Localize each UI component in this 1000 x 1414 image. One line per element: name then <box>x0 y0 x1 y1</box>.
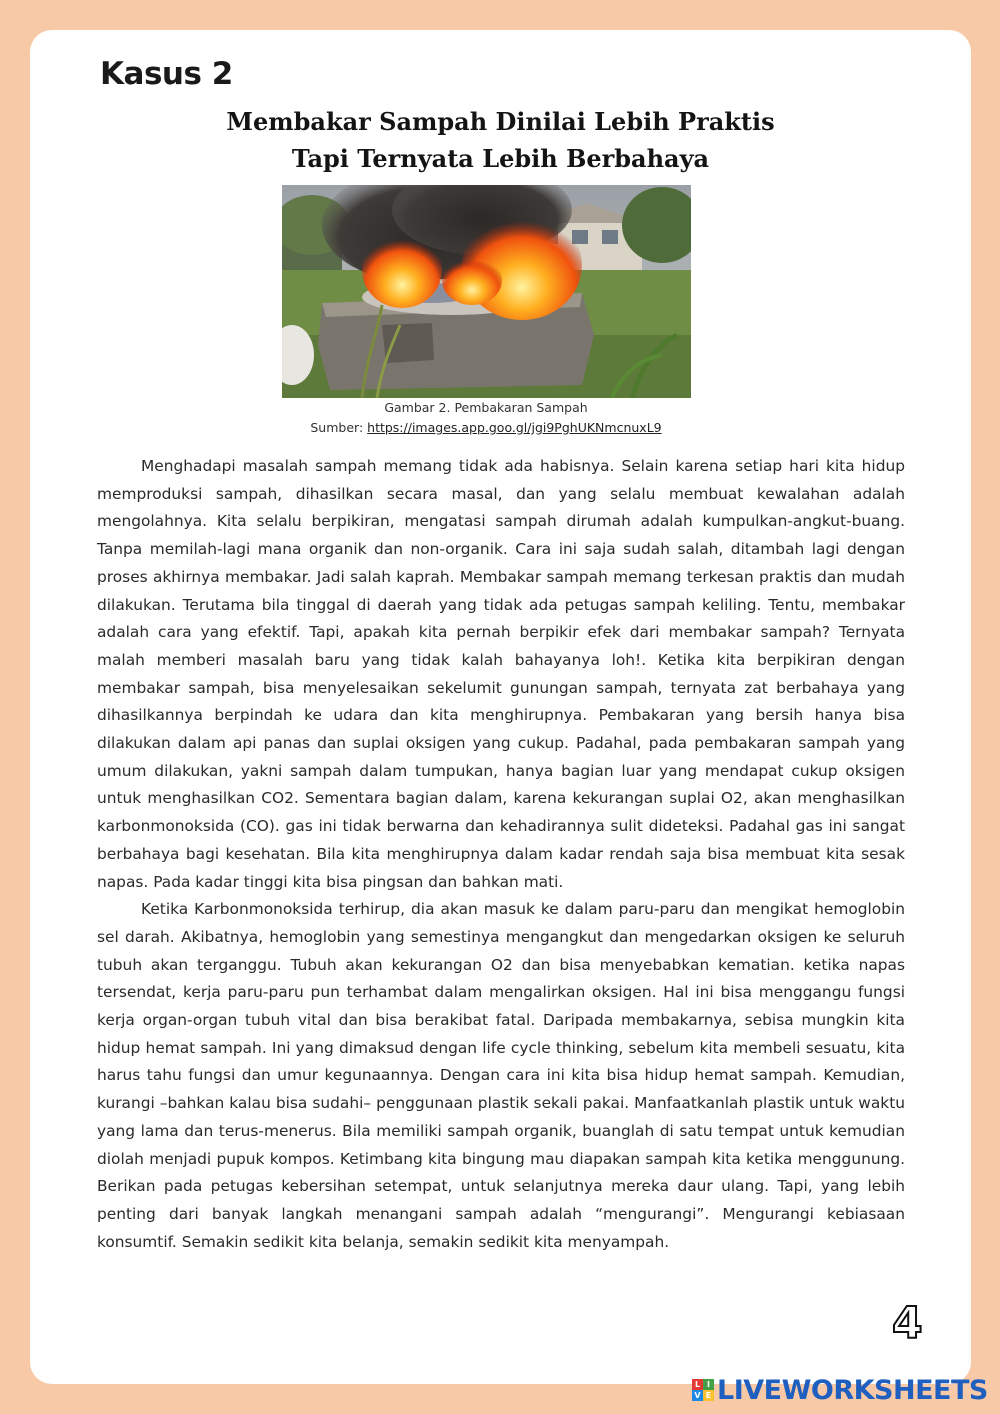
paragraph-1: Menghadapi masalah sampah memang tidak ada habisnya. Selain karena setiap hari kita hidup memproduksi sampah, dihasilkan secara masal, dan yang selalu membuat kewalahan adalah mengolahnya. Kita selalu berpikiran, mengatasi sampah dirumah adalah kumpulkan-angkut-buang. Tanpa memilah-lagi mana organik dan non-organik. Cara ini saja sudah salah, ditambah lagi dengan proses akhirnya membakar. Jadi salah kaprah. Membakar sampah memang terkesan praktis dan mudah dilakukan. Terutama bila tinggal di daerah yang tidak ada petugas sampah keliling. Tentu, membakar adalah cara yang efektif. Tapi, apakah kita pernah berpikir efek dari membakar sampah? Ternyata malah memberi masalah baru yang tidak kalah bahayanya loh!. Ketika kita berpikiran dengan membakar sampah, bisa menyelesaikan sekelumit gunungan sampah, ternyata zat berbahaya yang dihasilkannya berpindah ke udara dan kita menghirupnya. Pembakaran yang bersih hanya bisa dilakukan dalam api panas dan suplai oksigen yang cukup. Padahal, pada pembakaran sampah yang umum dilakukan, yakni sampah dalam tumpukan, hanya bagian luar yang mendapat cukup oksigen untuk menghasilkan CO2. Sementara bagian dalam, karena kekurangan suplai O2, akan menghasilkan karbonmonoksida (CO). gas ini tidak berwarna dan kehadirannya sulit dideteksi. Padahal gas ini sangat berbahaya bagi kesehatan. Bila kita menghirupnya dalam kadar rendah saja bisa membuat kita sesak napas. Pada kadar tinggi kita bisa pingsan dan bahkan mati. <box>97 457 905 891</box>
liveworksheets-logo[interactable] <box>692 1374 988 1406</box>
article-title <box>30 103 971 177</box>
figure-source-label: Sumber: <box>310 420 368 435</box>
page-number: 4 <box>892 1298 923 1349</box>
badge-letter-l: L <box>692 1379 703 1390</box>
paragraph-2: Ketika Karbonmonoksida terhirup, dia akan masuk ke dalam paru-paru dan mengikat hemoglobin sel darah. Akibatnya, hemoglobin yang semestinya mengangkut dan mengedarkan oksigen ke seluruh tubuh akan terganggu. Tubuh akan kekurangan O2 dan bisa menyebabkan kematian. ketika napas tersendat, kerja paru-paru pun terhambat dalam mengalirkan oksigen. Hal ini bisa menggangu fungsi kerja organ-organ tubuh vital dan bisa berakibat fatal. Daripada membakarnya, sebisa mungkin kita hidup hemat sampah. Ini yang dimaksud dengan life cycle thinking, sebelum kita membeli sesuatu, kita harus tahu fungsi dan umur kegunaannya. Dengan cara ini kita bisa hidup hemat sampah. Kemudian, kurangi –bahkan kalau bisa sudahi– penggunaan plastik sekali pakai. Manfaatkanlah plastik untuk waktu yang lama dan terus-menerus. Bila memiliki sampah organik, buanglah di satu tempat untuk kemudian diolah menjadi pupuk kompos. Ketimbang kita bingung mau diapakan sampah kita ketika menggunung. Berikan pada petugas kebersihan setempat, untuk selanjutnya mereka daur ulang. Tapi, yang lebih penting dari banyak langkah menangani sampah adalah “mengurangi”. Mengurangi kebiasaan konsumtif. Semakin sedikit kita belanja, semakin sedikit kita menyampah. <box>97 900 905 1251</box>
figure-source <box>30 418 942 438</box>
live-badge-icon <box>692 1379 714 1401</box>
article-body <box>97 453 905 1256</box>
title-line-1: Membakar Sampah Dinilai Lebih Praktis <box>226 107 775 136</box>
figure-source-link[interactable]: https://images.app.goo.gl/jgi9PghUKNmcnuxL9 <box>367 420 662 435</box>
case-label: Kasus 2 <box>100 56 233 92</box>
liveworksheets-wordmark: LIVEWORKSHEETS <box>717 1374 988 1406</box>
burning-trash-photo <box>282 185 691 398</box>
title-line-2: Tapi Ternyata Lebih Berbahaya <box>291 144 710 173</box>
badge-letter-e: E <box>703 1390 714 1401</box>
badge-letter-i: I <box>703 1379 714 1390</box>
badge-letter-v: V <box>692 1390 703 1401</box>
figure-caption <box>30 398 942 438</box>
worksheet-page <box>30 30 971 1384</box>
figure-caption-title: Gambar 2. Pembakaran Sampah <box>384 400 588 415</box>
